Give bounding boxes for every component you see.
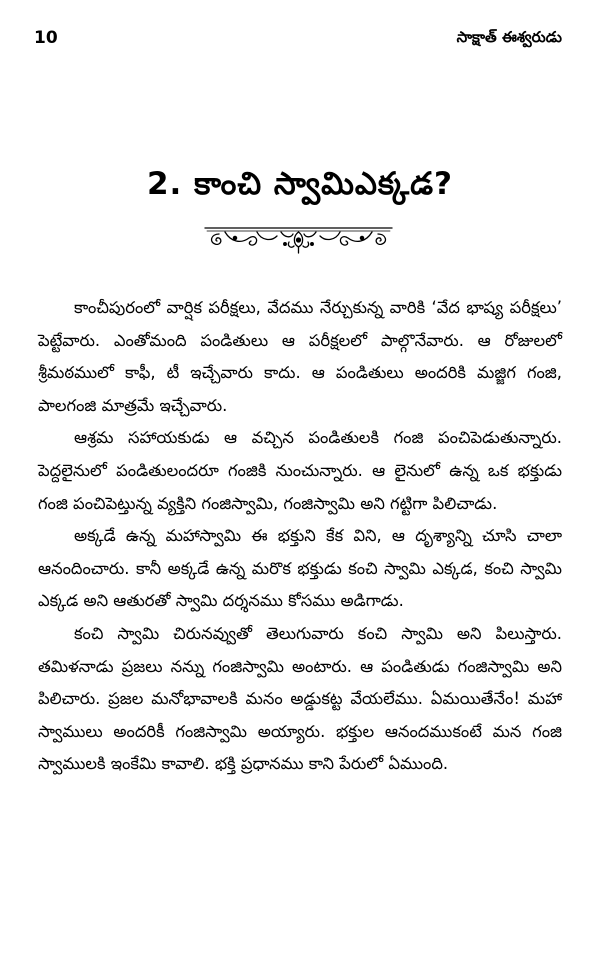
decorative-scroll-ornament-icon	[201, 220, 396, 256]
paragraph: ఆశ్రమ సహాయకుడు ఆ వచ్చిన పండితులకి గంజి పంచిపెడుతున్నారు. పెద్దలైనులో పండితులందరూ గంజికి నుంచున్నారు. ఆ లైనులో ఉన్న ఒక భక్తుడు గంజి పంచిపెట్తున్న వ్యక్తిని గంజిస్వామి, గంజిస్వామి అని గట్టిగా పిలిచాడు.	[38, 428, 562, 513]
running-header	[34, 28, 562, 50]
chapter-title: 2. కాంచి స్వామిఎక్కడ?	[146, 166, 453, 202]
paragraph: అక్కడే ఉన్న మహాస్వామి ఈ భక్తుని కేక విని, ఆ దృశ్యాన్ని చూసి చాలా ఆనందించారు. కానీ అక్కడే ఉన్న మరొక భక్తుడు కంచి స్వామి ఎక్కడ, కంచి స్వామి ఎక్కడ అని ఆతురతో స్వామి దర్శనము కోసము అడిగాడు.	[38, 526, 562, 611]
paragraph: కాంచీపురంలో వార్షిక పరీక్షలు, వేదము నేర్చుకున్న వారికి ‘వేద భాష్య పరీక్షలు’ పెట్టేవారు. ఎంతోమంది పండితులు ఆ పరీక్షలలో పాల్గొనేవారు. ఆ రోజులలో శ్రీమఠములో కాఫీ, టీ ఇచ్చేవారు కాదు. ఆ పండితులు అందరికి మజ్జిగ గంజి, పాలగంజి మాత్రమే ఇచ్చేవారు.	[38, 298, 562, 415]
running-title: సాక్షాత్ ఈశ్వరుడు	[456, 28, 562, 46]
page-number: 10	[34, 28, 58, 48]
body-text	[38, 292, 562, 781]
paragraph: కంచి స్వామి చిరునవ్వుతో తెలుగువారు కంచి స్వామి అని పిలుస్తారు. తమిళనాడు ప్రజలు నన్ను గంజిస్వామి అంటారు. ఆ పండితుడు గంజిస్వామి అని పిలిచారు. ప్రజల మనోభావాలకి మనం అడ్డుకట్ట వేయలేము. ఏమయితేనేం! మహా స్వాములు అందరికీ గంజిస్వామి అయ్యారు. భక్తుల ఆనందముకంటే మన గంజి స్వాములకి ఇంకేమి కావాలి. భక్తి ప్రధానము కాని పేరులో ఏముంది.	[38, 623, 562, 774]
